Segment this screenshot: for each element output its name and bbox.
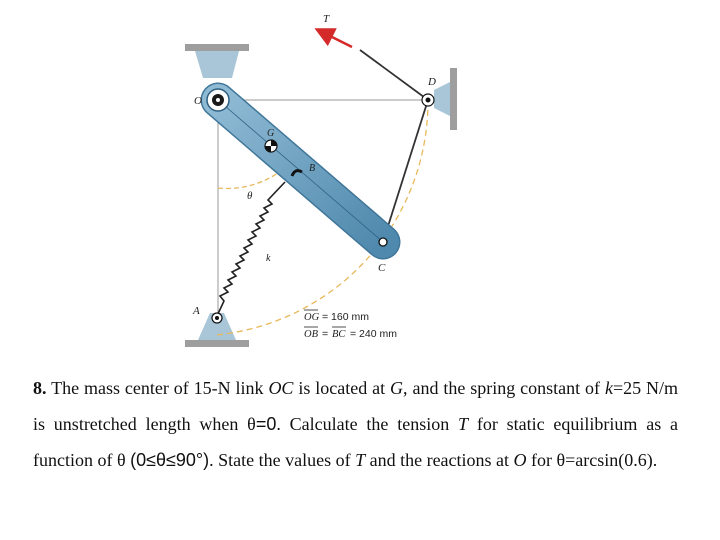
problem-text-7: . State the values of bbox=[209, 450, 356, 470]
dimension-og bbox=[304, 310, 369, 323]
problem-spring-k: k bbox=[604, 378, 613, 398]
problem-number: 8. bbox=[33, 378, 47, 398]
mass-center-g bbox=[265, 140, 277, 152]
spring-k bbox=[217, 182, 285, 316]
label-b: B bbox=[309, 163, 316, 174]
problem-text-4: =25 N/m is unstretched length when θ bbox=[33, 378, 678, 434]
dim-bc-name: BC bbox=[332, 329, 346, 340]
problem-text-9: for θ=arcsin(0.6). bbox=[526, 450, 658, 470]
pin-o bbox=[207, 89, 229, 111]
label-t: T bbox=[323, 13, 330, 25]
dim-eq: = bbox=[322, 328, 329, 340]
problem-text-5: . Calculate the tension bbox=[276, 414, 459, 434]
wall-support-d bbox=[434, 68, 457, 130]
problem-tension-t-2: T bbox=[355, 450, 366, 470]
label-k: k bbox=[266, 253, 271, 264]
problem-text-6: for static equilibrium as a function of θ bbox=[33, 414, 679, 470]
problem-text-2: is located at bbox=[293, 378, 391, 398]
problem-link-oc: OC bbox=[268, 378, 294, 398]
label-c: C bbox=[378, 262, 386, 274]
cable-dc bbox=[383, 100, 428, 242]
problem-statement bbox=[33, 370, 678, 478]
label-o: O bbox=[194, 95, 202, 107]
problem-theta-range: (0≤θ≤90°) bbox=[130, 450, 210, 470]
problem-tension-t: T bbox=[458, 414, 469, 434]
label-theta: θ bbox=[247, 190, 253, 202]
problem-text-3: , and the spring constant of bbox=[403, 378, 605, 398]
problem-text-1: The mass center of 15-N link bbox=[46, 378, 269, 398]
problem-point-o: O bbox=[513, 450, 527, 470]
dim-og-name: OG bbox=[304, 312, 320, 323]
label-g: G bbox=[267, 128, 275, 139]
dimension-ob-bc bbox=[304, 327, 397, 340]
top-support bbox=[185, 44, 249, 78]
pin-c bbox=[379, 238, 387, 246]
dim-og-value: = 160 mm bbox=[322, 311, 369, 323]
cable-d-tension bbox=[360, 50, 428, 100]
dim-bc-value: = 240 mm bbox=[350, 328, 397, 340]
pin-a bbox=[212, 313, 222, 323]
problem-point-g: G bbox=[390, 378, 404, 398]
dim-ob-name: OB bbox=[304, 329, 318, 340]
label-d: D bbox=[428, 76, 436, 88]
pin-d bbox=[422, 94, 434, 106]
label-a: A bbox=[193, 305, 200, 317]
problem-zero: =0 bbox=[255, 414, 277, 434]
problem-text-8: and the reactions at bbox=[365, 450, 514, 470]
tension-arrow bbox=[318, 30, 352, 47]
